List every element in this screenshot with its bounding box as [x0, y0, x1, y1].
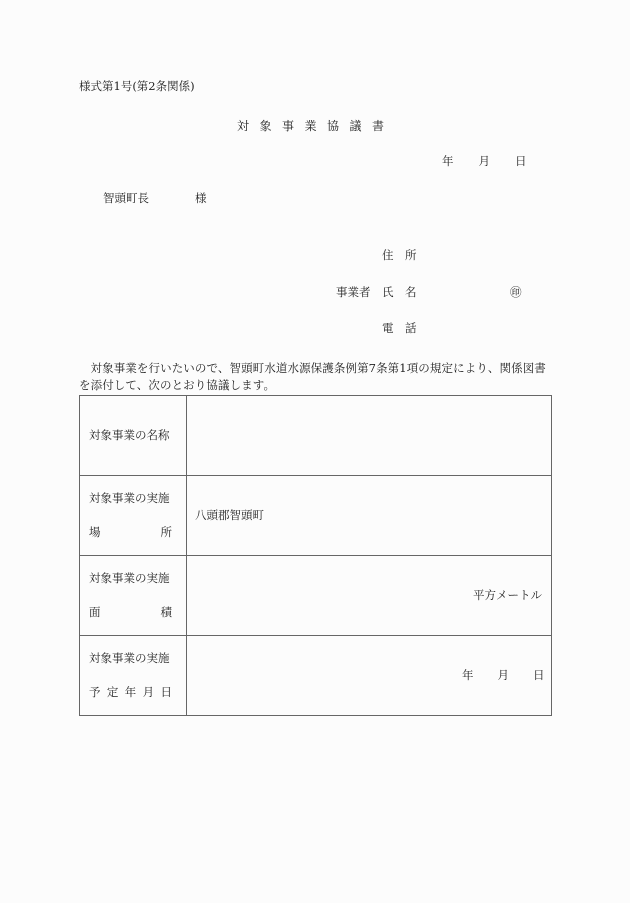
- table-row-area: [80, 556, 552, 636]
- table-row-location: [80, 476, 552, 556]
- document-title: 対象事業協議書: [237, 119, 395, 133]
- label-location: 対象事業の実施 場 所: [80, 476, 187, 556]
- applicant-phone-label: 電 話: [382, 321, 417, 335]
- applicant-address-label: 住 所: [382, 248, 417, 262]
- table-row-project-name: [80, 396, 552, 476]
- date-month: 月: [478, 154, 490, 168]
- label-scheduled-date: 対象事業の実施 予 定 年 月 日: [80, 636, 187, 716]
- seal-mark: ㊞: [510, 285, 522, 299]
- label-project-name: 対象事業の名称: [80, 396, 187, 476]
- form-number: 様式第1号(第2条関係): [79, 79, 195, 93]
- field-area[interactable]: [187, 556, 552, 636]
- field-project-name[interactable]: [187, 396, 552, 476]
- location-value: 八頭郡智頭町: [195, 508, 264, 522]
- scheduled-date-fields: 年 月 日: [462, 668, 545, 682]
- field-scheduled-date[interactable]: [187, 636, 552, 716]
- body-text: 対象事業を行いたいので、智頭町水道水源保護条例第7条第1項の規定により、関係図書を添付して、次のとおり協議します。: [79, 361, 546, 392]
- addressee-name: 智頭町長: [103, 191, 149, 205]
- label-area: 対象事業の実施 面 積: [80, 556, 187, 636]
- field-location[interactable]: [187, 476, 552, 556]
- applicant-name-label: 氏 名: [382, 285, 417, 299]
- date-day: 日: [515, 154, 527, 168]
- table-row-scheduled-date: [80, 636, 552, 716]
- applicant-group-label: 事業者: [336, 285, 371, 299]
- consultation-table: [79, 395, 552, 716]
- addressee: [103, 193, 207, 205]
- submission-date: [442, 156, 527, 168]
- area-unit: 平方メートル: [473, 588, 542, 602]
- date-year: 年: [442, 154, 454, 168]
- addressee-honorific: 様: [195, 191, 207, 205]
